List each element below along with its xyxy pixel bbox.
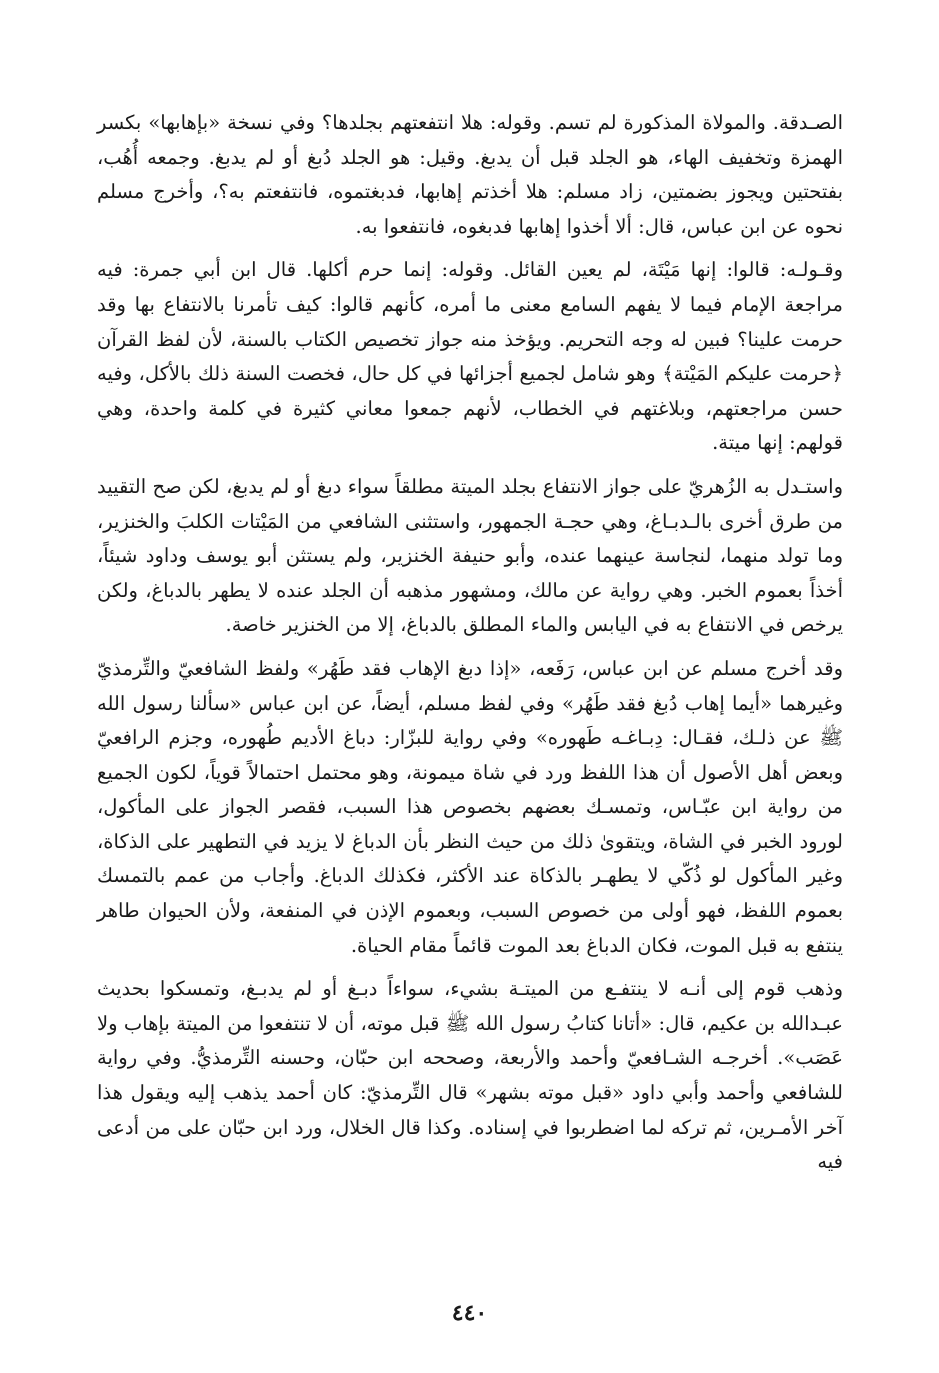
- paragraph-3: واستـدل به الزُهريّ على جواز الانتفاع بجلد الميتة مطلقاً سواء دبغ أو لم يدبغ، لكن صح التقييد من طرق أخرى بالـدبـاغ، وهي حجـة الجمهور، واستثنى الشافعي من المَيْتات الكلبَ والخنزير، وما تولد منهما، لنجاسة عينهما عنده، وأبو حنيفة الخنزير، ولم يستثن أبو يوسف وداود شيئاً، أخذاً بعموم الخبر. وهي رواية عن مالك، ومشهور مذهبه أن الجلد عنده لا يطهر بالدباغ، ولكن يرخص في الانتفاع به في اليابس والماء المطلق بالدباغ، إلا من الخنزير خاصة.: [97, 474, 843, 637]
- paragraph-4: وقد أخرج مسلم عن ابن عباس، رَفَعه، «إذا دبغ الإهاب فقد طَهُر» ولفظ الشافعيّ والتِّرمذيّ وغيرهما «أيما إهاب دُبغ فقد طَهُر» وفي لفظ مسلم، أيضاً، عن ابن عباس «سألنا رسول الله ﷺ عن ذلـك، فقـال: دِبـاغـه طَهوره» وفي رواية للبزّار: دباغ الأديم طُهوره، وجزم الرافعيّ وبعض أهل الأصول أن هذا اللفظ ورد في شاة ميمونة، وهو محتمل احتمالاً قوياً، لكون الجميع من رواية ابن عبّـاس، وتمسـك بعضهم بخصوص هذا السبب، فقصر الجواز على المأكول، لورود الخبر في الشاة، ويتقوىٰ ذلك من حيث النظر بأن الدباغ لا يزيد في التطهير على الذكاة، وغير المأكول لو ذُكّي لا يطهـر بالذكاة عند الأكثر، فكذلك الدباغ. وأجاب من عمم بالتمسك بعموم اللفظ، فهو أولى من خصوص السبب، وبعموم الإذن في المنفعة، ولأن الحيوان طاهر ينتفع به قبل الموت، فكان الدباغ بعد الموت قائماً مقام الحياة.: [97, 656, 844, 957]
- paragraph-2: وقـولـه: قالوا: إنها مَيْتَة، لم يعين القائل. وقوله: إنما حرم أكلها. قال ابن أبي جمرة: فيه مراجعة الإمام فيما لا يفهم السامع معنى ما أمره، كأنهم قالوا: كيف تأمرنا بالانتفاع بها وقد حرمت علينا؟ فبين له وجه التحريم. ويؤخذ منه جواز تخصيص الكتاب بالسنة، لأن لفظ القرآن ﴿حرمت عليكم المَيْتة﴾ وهو شامل لجميع أجزائها في كل حال، فخصت السنة ذلك بالأكل، وفيه حسن مراجعتهم، وبلاغتهم في الخطاب، لأنهم جمعوا معاني كثيرة في كلمة واحدة، وهي قولهم: إنها ميتة.: [97, 258, 843, 455]
- page-number: ٤٤٠: [451, 1300, 488, 1326]
- paragraph-5: وذهب قوم إلى أنـه لا ينتفـع من الميتـة بشيء، سواءاً دبـغ أو لم يدبـغ، وتمسكوا بحديث عبـدالله بن عكيم، قال: «أتانا كتابُ رسول الله ﷺ قبل موته، أن لا تنتفعوا من الميتة بإهاب ولا عَصَب». أخرجـه الشـافعيّ وأحمد والأربعة، وصححه ابن حبّان، وحسنه التِّرمذيُّ. وفي رواية للشافعي وأحمد وأبي داود «قبل موته بشهر» قال التِّرمذيّ: كان أحمد يذهب إليه ويقول هذا آخر الأمـرين، ثم تركه لما اضطربوا في إسناده. وكذا قال الخلال، ورد ابن حبّان على من أدعى فيه: [97, 977, 843, 1174]
- page-body: [97, 106, 843, 1180]
- paragraph-1: الصـدقة. والمولاة المذكورة لم تسم. وقوله: هلا انتفعتهم بجلدها؟ وفي نسخة «بإهابها» بكسر الهمزة وتخفيف الهاء، هو الجلد قبل أن يدبغ. وقيل: هو الجلد دُبغ أو لم يدبغ. وجمعه أُهُب، بفتحتين ويجوز بضمتين، زاد مسلم: هلا أخذتم إهابها، فدبغتموه، فانتفعتم به؟، وأخرج مسلم نحوه عن ابن عباس، قال: ألا أخذوا إهابها فدبغوه، فانتفعوا به.: [97, 111, 843, 238]
